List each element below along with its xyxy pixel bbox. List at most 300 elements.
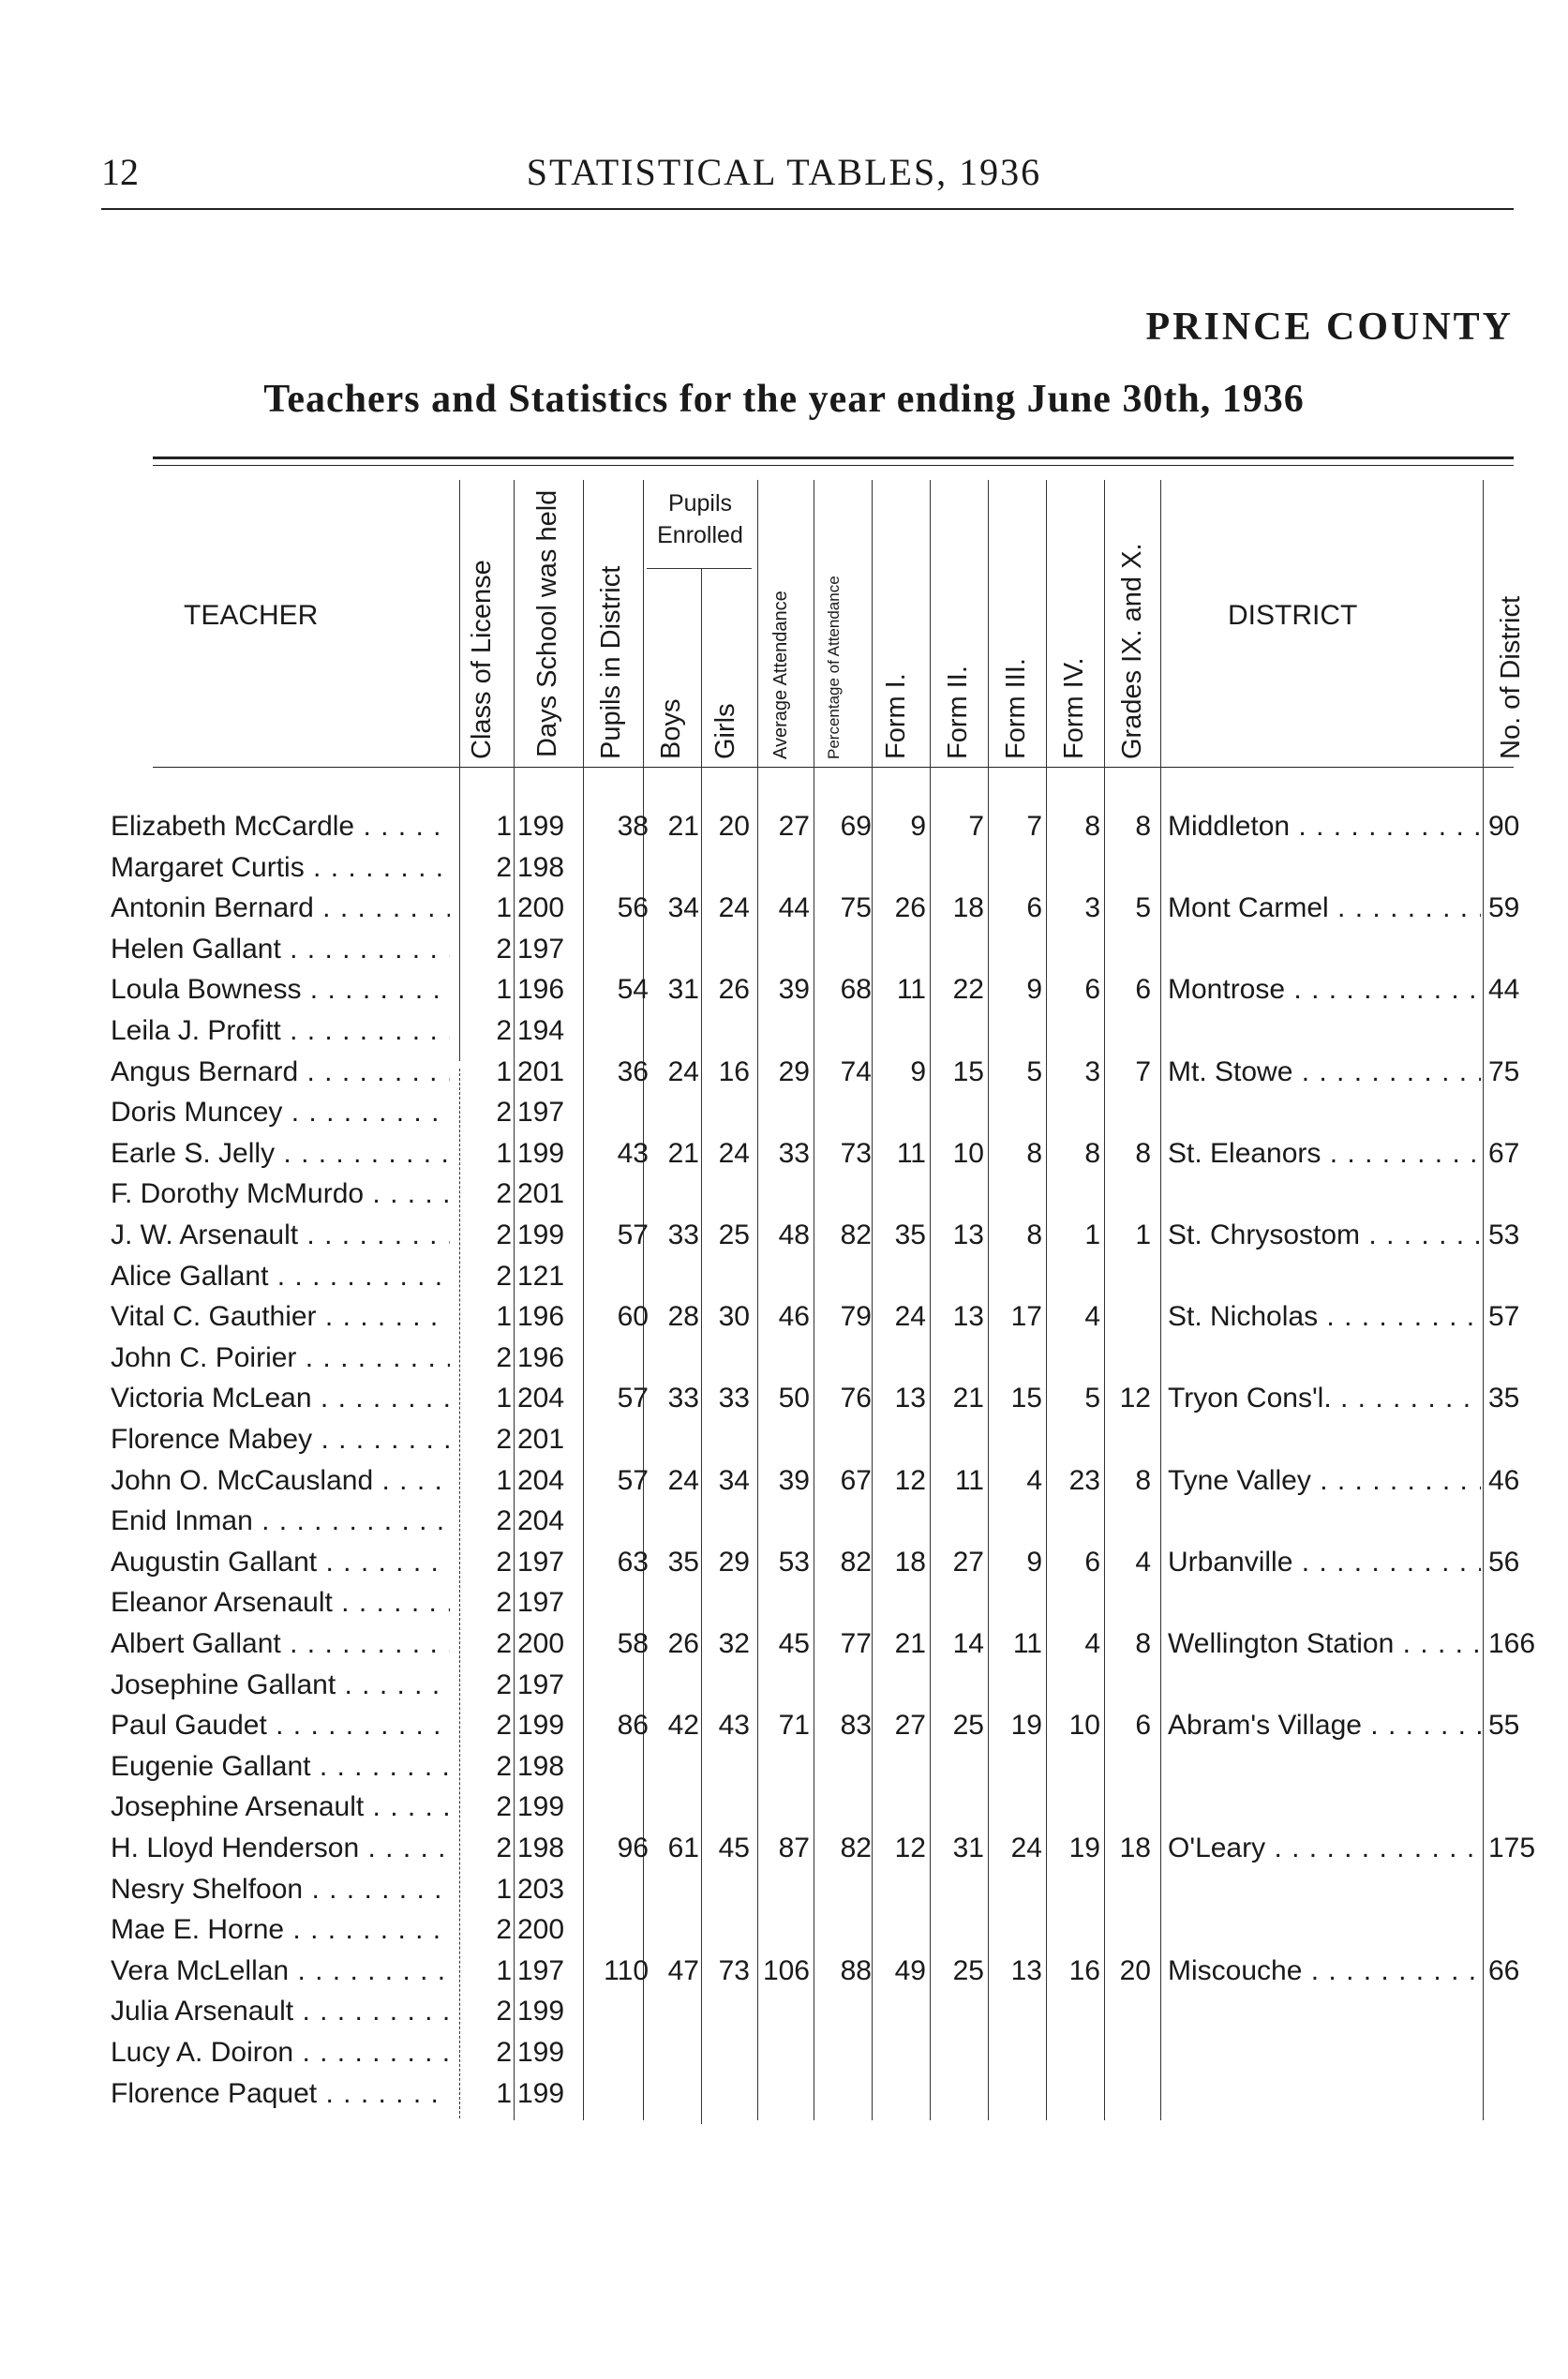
percentage-attendance: 76 <box>840 1383 872 1414</box>
days-held: 197 <box>517 1587 565 1619</box>
form-2: 25 <box>952 1954 984 1986</box>
table-row <box>0 1909 1568 1951</box>
license-class: 2 <box>496 1424 512 1455</box>
col-header-girls: Girls <box>710 703 740 759</box>
average-attendance: 45 <box>778 1628 810 1659</box>
form-3: 7 <box>1026 811 1042 842</box>
boys-enrolled: 31 <box>667 974 699 1006</box>
boys-enrolled: 21 <box>667 811 699 842</box>
district-name: O'Leary . . . <box>1168 1828 1481 1869</box>
license-class: 1 <box>496 2077 512 2109</box>
days-held: 200 <box>517 1914 565 1946</box>
pupils-in-district: 57 <box>617 1383 649 1414</box>
percentage-attendance: 77 <box>840 1628 872 1659</box>
district-name: Miscouche . . . <box>1168 1951 1481 1992</box>
percentage-attendance: 82 <box>840 1219 872 1250</box>
running-title: STATISTICAL TABLES, 1936 <box>526 151 1042 193</box>
days-held: 197 <box>517 1097 565 1129</box>
license-class: 1 <box>496 1954 512 1986</box>
days-held: 197 <box>517 1668 565 1700</box>
pupils-in-district: 86 <box>617 1710 649 1742</box>
col-header-days: Days School was held <box>532 489 562 757</box>
grades-ix-x: 18 <box>1119 1833 1151 1863</box>
form-1: 13 <box>894 1383 926 1414</box>
header-rule-top-thin <box>153 465 1514 466</box>
days-held: 201 <box>517 1055 565 1087</box>
table-subtitle: Teachers and Statistics for the year ending June 30th, 1936 <box>263 378 1305 421</box>
form-3: 24 <box>1010 1833 1042 1863</box>
teacher-name: Angus Bernard . . . <box>111 1052 450 1093</box>
days-held: 200 <box>517 1628 565 1659</box>
grades-ix-x: 8 <box>1135 1464 1151 1496</box>
district-name: Tyne Valley . . . <box>1168 1460 1481 1502</box>
days-held: 199 <box>517 1710 565 1742</box>
days-held: 203 <box>517 1873 565 1905</box>
district-name: Wellington Station . . . <box>1168 1623 1481 1665</box>
district-number: 66 <box>1488 1954 1520 1986</box>
days-held: 198 <box>517 1750 565 1782</box>
form-1: 18 <box>894 1546 926 1578</box>
table-row <box>0 1052 1568 1093</box>
license-class: 2 <box>496 1178 512 1210</box>
col-header-license: Class of License <box>467 560 497 759</box>
grades-ix-x: 6 <box>1135 1710 1151 1742</box>
girls-enrolled: 33 <box>718 1383 750 1414</box>
pupils-in-district: 60 <box>617 1301 649 1333</box>
average-attendance: 39 <box>778 974 810 1006</box>
girls-enrolled: 32 <box>718 1628 750 1659</box>
district-number: 67 <box>1488 1137 1520 1169</box>
table-row <box>0 1951 1568 1992</box>
table-row <box>0 1623 1568 1665</box>
license-class: 2 <box>496 1996 512 2027</box>
days-held: 199 <box>517 811 565 842</box>
teacher-name: Josephine Gallant . . . <box>111 1665 450 1706</box>
form-2: 13 <box>952 1219 984 1250</box>
form-1: 21 <box>894 1628 926 1659</box>
license-class: 2 <box>496 1219 512 1250</box>
average-attendance: 33 <box>778 1137 810 1169</box>
table-row <box>0 1991 1568 2032</box>
enrolled-rule <box>647 568 752 569</box>
district-number: 175 <box>1488 1833 1536 1863</box>
teacher-name: Augustin Gallant . . . <box>111 1542 450 1583</box>
days-held: 197 <box>517 1954 565 1986</box>
average-attendance: 53 <box>778 1546 810 1578</box>
days-held: 199 <box>517 1137 565 1169</box>
table-row <box>0 1542 1568 1583</box>
boys-enrolled: 33 <box>667 1383 699 1414</box>
form-1: 12 <box>894 1833 926 1863</box>
col-header-boys: Boys <box>656 698 686 759</box>
percentage-attendance: 73 <box>840 1137 872 1169</box>
teacher-name: Leila J. Profitt . . . <box>111 1010 450 1052</box>
table-row <box>0 1092 1568 1133</box>
form-1: 11 <box>896 1137 926 1169</box>
percentage-attendance: 79 <box>840 1301 872 1333</box>
teacher-name: J. W. Arsenault . . . <box>111 1215 450 1256</box>
form-4: 3 <box>1084 892 1100 924</box>
license-class: 2 <box>496 2037 512 2068</box>
percentage-attendance: 82 <box>840 1833 872 1863</box>
table-row <box>0 1665 1568 1706</box>
average-attendance: 39 <box>778 1464 810 1496</box>
days-held: 199 <box>517 1791 565 1823</box>
form-2: 11 <box>954 1464 984 1496</box>
col-header-pct-attendance: Percentage of Attendance <box>825 576 843 759</box>
boys-enrolled: 24 <box>667 1464 699 1496</box>
license-class: 1 <box>496 892 512 924</box>
form-1: 27 <box>894 1710 926 1742</box>
percentage-attendance: 82 <box>840 1546 872 1578</box>
pupils-in-district: 57 <box>617 1464 649 1496</box>
boys-enrolled: 33 <box>667 1219 699 1250</box>
form-1: 11 <box>896 974 926 1006</box>
percentage-attendance: 74 <box>840 1055 872 1087</box>
girls-enrolled: 73 <box>718 1954 750 1986</box>
boys-enrolled: 47 <box>667 1954 699 1986</box>
grades-ix-x: 1 <box>1135 1219 1151 1250</box>
form-2: 13 <box>952 1301 984 1333</box>
license-class: 1 <box>496 1383 512 1414</box>
col-header-district-no: No. of District <box>1496 595 1526 759</box>
girls-enrolled: 16 <box>718 1055 750 1087</box>
percentage-attendance: 69 <box>840 811 872 842</box>
teacher-name: F. Dorothy McMurdo . . . <box>111 1174 450 1215</box>
days-held: 196 <box>517 1301 565 1333</box>
girls-enrolled: 24 <box>718 892 750 924</box>
table-row <box>0 1256 1568 1297</box>
form-1: 26 <box>894 892 926 924</box>
table-row <box>0 1460 1568 1502</box>
form-3: 13 <box>1010 1954 1042 1986</box>
teacher-name: Josephine Arsenault . . . <box>111 1787 450 1828</box>
teacher-name: Alice Gallant . . . <box>111 1256 450 1297</box>
boys-enrolled: 21 <box>667 1137 699 1169</box>
girls-enrolled: 24 <box>718 1137 750 1169</box>
license-class: 2 <box>496 1833 512 1863</box>
percentage-attendance: 68 <box>840 974 872 1006</box>
table-row <box>0 1378 1568 1419</box>
form-3: 17 <box>1010 1301 1042 1333</box>
teacher-name: Eugenie Gallant . . . <box>111 1746 450 1788</box>
district-number: 59 <box>1488 892 1520 924</box>
license-class: 2 <box>496 1914 512 1946</box>
license-class: 2 <box>496 1505 512 1537</box>
form-1: 24 <box>894 1301 926 1333</box>
district-number: 44 <box>1488 974 1520 1006</box>
license-class: 1 <box>496 1301 512 1333</box>
district-name: St. Nicholas . . . <box>1168 1296 1481 1338</box>
days-held: 204 <box>517 1505 565 1537</box>
form-3: 19 <box>1010 1710 1042 1742</box>
form-4: 6 <box>1084 1546 1100 1578</box>
district-number: 53 <box>1488 1219 1520 1250</box>
days-held: 198 <box>517 1833 565 1863</box>
license-class: 2 <box>496 1341 512 1373</box>
license-class: 2 <box>496 1587 512 1619</box>
days-held: 196 <box>517 1341 565 1373</box>
form-4: 16 <box>1068 1954 1100 1986</box>
teacher-name: Helen Gallant . . . <box>111 929 450 970</box>
days-held: 197 <box>517 1546 565 1578</box>
days-held: 198 <box>517 851 565 883</box>
form-2: 18 <box>952 892 984 924</box>
district-name: Mt. Stowe . . . <box>1168 1052 1481 1093</box>
form-2: 27 <box>952 1546 984 1578</box>
pupils-in-district: 43 <box>617 1137 649 1169</box>
table-row <box>0 929 1568 970</box>
form-2: 7 <box>968 811 984 842</box>
table-row <box>0 2073 1568 2115</box>
teacher-name: Doris Muncey . . . <box>111 1092 450 1133</box>
grades-ix-x: 8 <box>1135 811 1151 842</box>
district-name: St. Eleanors . . . <box>1168 1133 1481 1175</box>
teacher-name: Enid Inman . . . <box>111 1501 450 1542</box>
teacher-name: John C. Poirier . . . <box>111 1338 450 1379</box>
teacher-name: Antonin Bernard . . . <box>111 888 450 929</box>
table-row <box>0 1419 1568 1460</box>
pupils-in-district: 38 <box>617 811 649 842</box>
teacher-name: Vital C. Gauthier . . . <box>111 1296 450 1338</box>
form-4: 23 <box>1068 1464 1100 1496</box>
girls-enrolled: 29 <box>718 1546 750 1578</box>
percentage-attendance: 88 <box>840 1954 872 1986</box>
average-attendance: 48 <box>778 1219 810 1250</box>
girls-enrolled: 45 <box>718 1833 750 1863</box>
table-row <box>0 1746 1568 1788</box>
teacher-name: Loula Bowness . . . <box>111 969 450 1010</box>
girls-enrolled: 20 <box>718 811 750 842</box>
col-header-form4: Form IV. <box>1059 657 1089 759</box>
days-held: 201 <box>517 1178 565 1210</box>
grades-ix-x: 4 <box>1135 1546 1151 1578</box>
district-number: 90 <box>1488 811 1520 842</box>
boys-enrolled: 42 <box>667 1710 699 1742</box>
form-3: 9 <box>1026 1546 1042 1578</box>
table-row <box>0 1582 1568 1623</box>
form-4: 10 <box>1068 1710 1100 1742</box>
grades-ix-x: 7 <box>1135 1055 1151 1087</box>
form-1: 12 <box>894 1464 926 1496</box>
district-name: Middleton . . . <box>1168 806 1481 847</box>
percentage-attendance: 67 <box>840 1464 872 1496</box>
percentage-attendance: 83 <box>840 1710 872 1742</box>
average-attendance: 87 <box>778 1833 810 1863</box>
table-row <box>0 1828 1568 1869</box>
girls-enrolled: 25 <box>718 1219 750 1250</box>
form-1: 49 <box>894 1954 926 1986</box>
girls-enrolled: 26 <box>718 974 750 1006</box>
days-held: 197 <box>517 933 565 965</box>
form-3: 5 <box>1026 1055 1042 1087</box>
days-held: 201 <box>517 1424 565 1455</box>
district-name: Mont Carmel . . . <box>1168 888 1481 929</box>
table-row <box>0 1215 1568 1256</box>
license-class: 2 <box>496 1750 512 1782</box>
teacher-name: Earle S. Jelly . . . <box>111 1133 450 1175</box>
license-class: 2 <box>496 1710 512 1742</box>
district-number: 46 <box>1488 1464 1520 1496</box>
form-4: 19 <box>1068 1833 1100 1863</box>
days-held: 204 <box>517 1383 565 1414</box>
teacher-name: Eleanor Arsenault . . . <box>111 1582 450 1623</box>
days-held: 199 <box>517 2077 565 2109</box>
table-row <box>0 969 1568 1010</box>
table-row <box>0 888 1568 929</box>
license-class: 2 <box>496 1628 512 1659</box>
teacher-name: Nesry Shelfoon . . . <box>111 1869 450 1910</box>
table-row <box>0 806 1568 847</box>
boys-enrolled: 34 <box>667 892 699 924</box>
teacher-name: Julia Arsenault . . . <box>111 1991 450 2032</box>
teacher-name: Albert Gallant . . . <box>111 1623 450 1665</box>
col-header-grades: Grades IX. and X. <box>1117 543 1147 759</box>
district-name: Abram's Village . . . <box>1168 1705 1481 1746</box>
grades-ix-x: 8 <box>1135 1137 1151 1169</box>
col-header-avg-attendance: Average Attendance <box>770 591 791 759</box>
pupils-in-district: 54 <box>617 974 649 1006</box>
table-row <box>0 1705 1568 1746</box>
form-1: 35 <box>894 1219 926 1250</box>
teacher-name: Mae E. Horne . . . <box>111 1909 450 1951</box>
license-class: 1 <box>496 1873 512 1905</box>
table-row <box>0 847 1568 889</box>
form-3: 9 <box>1026 974 1042 1006</box>
pupils-in-district: 57 <box>617 1219 649 1250</box>
license-class: 2 <box>496 1015 512 1046</box>
boys-enrolled: 28 <box>667 1301 699 1333</box>
teacher-name: Victoria McLean . . . <box>111 1378 450 1419</box>
pupils-in-district: 36 <box>617 1055 649 1087</box>
teacher-name: Paul Gaudet . . . <box>111 1705 450 1746</box>
boys-enrolled: 35 <box>667 1546 699 1578</box>
license-class: 2 <box>496 1668 512 1700</box>
district-number: 55 <box>1488 1710 1520 1742</box>
form-4: 5 <box>1084 1383 1100 1414</box>
license-class: 1 <box>496 1464 512 1496</box>
grades-ix-x: 6 <box>1135 974 1151 1006</box>
pupils-in-district: 56 <box>617 892 649 924</box>
teacher-name: Elizabeth McCardle . . . <box>111 806 450 847</box>
table-row <box>0 1869 1568 1910</box>
boys-enrolled: 61 <box>667 1833 699 1863</box>
form-2: 22 <box>952 974 984 1006</box>
girls-enrolled: 30 <box>718 1301 750 1333</box>
form-2: 25 <box>952 1710 984 1742</box>
days-held: 196 <box>517 974 565 1006</box>
district-name: Tryon Cons'l. . . . <box>1168 1378 1481 1419</box>
col-header-district: DISTRICT <box>1228 600 1358 631</box>
district-number: 56 <box>1488 1546 1520 1578</box>
license-class: 2 <box>496 1546 512 1578</box>
days-held: 199 <box>517 2037 565 2068</box>
col-header-form3: Form III. <box>1001 658 1031 759</box>
form-2: 10 <box>952 1137 984 1169</box>
average-attendance: 44 <box>778 892 810 924</box>
form-1: 9 <box>910 1055 926 1087</box>
average-attendance: 46 <box>778 1301 810 1333</box>
table-row <box>0 1787 1568 1828</box>
col-header-form2: Form II. <box>943 666 973 759</box>
form-2: 15 <box>952 1055 984 1087</box>
table-row <box>0 2032 1568 2073</box>
license-class: 1 <box>496 974 512 1006</box>
teacher-name: Florence Mabey . . . <box>111 1419 450 1460</box>
table-row <box>0 1133 1568 1175</box>
license-class: 2 <box>496 1097 512 1129</box>
district-number: 75 <box>1488 1055 1520 1087</box>
col-header-teacher: TEACHER <box>184 600 319 631</box>
teacher-name: H. Lloyd Henderson . . . <box>111 1828 450 1869</box>
teacher-name: Margaret Curtis . . . <box>111 847 450 889</box>
form-3: 6 <box>1026 892 1042 924</box>
teacher-name: Lucy A. Doiron . . . <box>111 2032 450 2073</box>
days-held: 204 <box>517 1464 565 1496</box>
license-class: 1 <box>496 1055 512 1087</box>
average-attendance: 71 <box>778 1710 810 1742</box>
header-rule-top <box>153 456 1514 459</box>
form-4: 3 <box>1084 1055 1100 1087</box>
district-number: 166 <box>1488 1628 1536 1659</box>
district-number: 35 <box>1488 1383 1520 1414</box>
license-class: 1 <box>496 811 512 842</box>
days-held: 200 <box>517 892 565 924</box>
table-row <box>0 1174 1568 1215</box>
pupils-in-district: 58 <box>617 1628 649 1659</box>
page-number: 12 <box>101 151 139 193</box>
top-rule <box>101 208 1514 210</box>
form-4: 8 <box>1084 1137 1100 1169</box>
district-name: Urbanville . . . <box>1168 1542 1481 1583</box>
average-attendance: 50 <box>778 1383 810 1414</box>
form-3: 8 <box>1026 1137 1042 1169</box>
table-row <box>0 1296 1568 1338</box>
form-2: 31 <box>952 1833 984 1863</box>
boys-enrolled: 26 <box>667 1628 699 1659</box>
form-3: 15 <box>1010 1383 1042 1414</box>
district-name: Montrose . . . <box>1168 969 1481 1010</box>
form-1: 9 <box>910 811 926 842</box>
license-class: 2 <box>496 933 512 965</box>
form-4: 4 <box>1084 1301 1100 1333</box>
form-2: 21 <box>952 1383 984 1414</box>
header-rule-bottom <box>153 767 1514 768</box>
form-2: 14 <box>952 1628 984 1659</box>
license-class: 2 <box>496 1791 512 1823</box>
pupils-in-district: 110 <box>604 1954 649 1986</box>
teacher-name: Vera McLellan . . . <box>111 1951 450 1992</box>
form-4: 8 <box>1084 811 1100 842</box>
days-held: 199 <box>517 1996 565 2027</box>
col-header-pupils: Pupils in District <box>596 565 626 759</box>
form-4: 4 <box>1084 1628 1100 1659</box>
teacher-name: John O. McCausland . . . <box>111 1460 450 1502</box>
average-attendance: 27 <box>778 811 810 842</box>
table-row <box>0 1338 1568 1379</box>
percentage-attendance: 75 <box>840 892 872 924</box>
days-held: 199 <box>517 1219 565 1250</box>
grades-ix-x: 20 <box>1119 1954 1151 1986</box>
form-4: 6 <box>1084 974 1100 1006</box>
license-class: 2 <box>496 851 512 883</box>
teacher-name: Florence Paquet . . . <box>111 2073 450 2115</box>
girls-enrolled: 34 <box>718 1464 750 1496</box>
pupils-in-district: 63 <box>617 1546 649 1578</box>
district-number: 57 <box>1488 1301 1520 1333</box>
form-3: 4 <box>1026 1464 1042 1496</box>
boys-enrolled: 24 <box>667 1055 699 1087</box>
